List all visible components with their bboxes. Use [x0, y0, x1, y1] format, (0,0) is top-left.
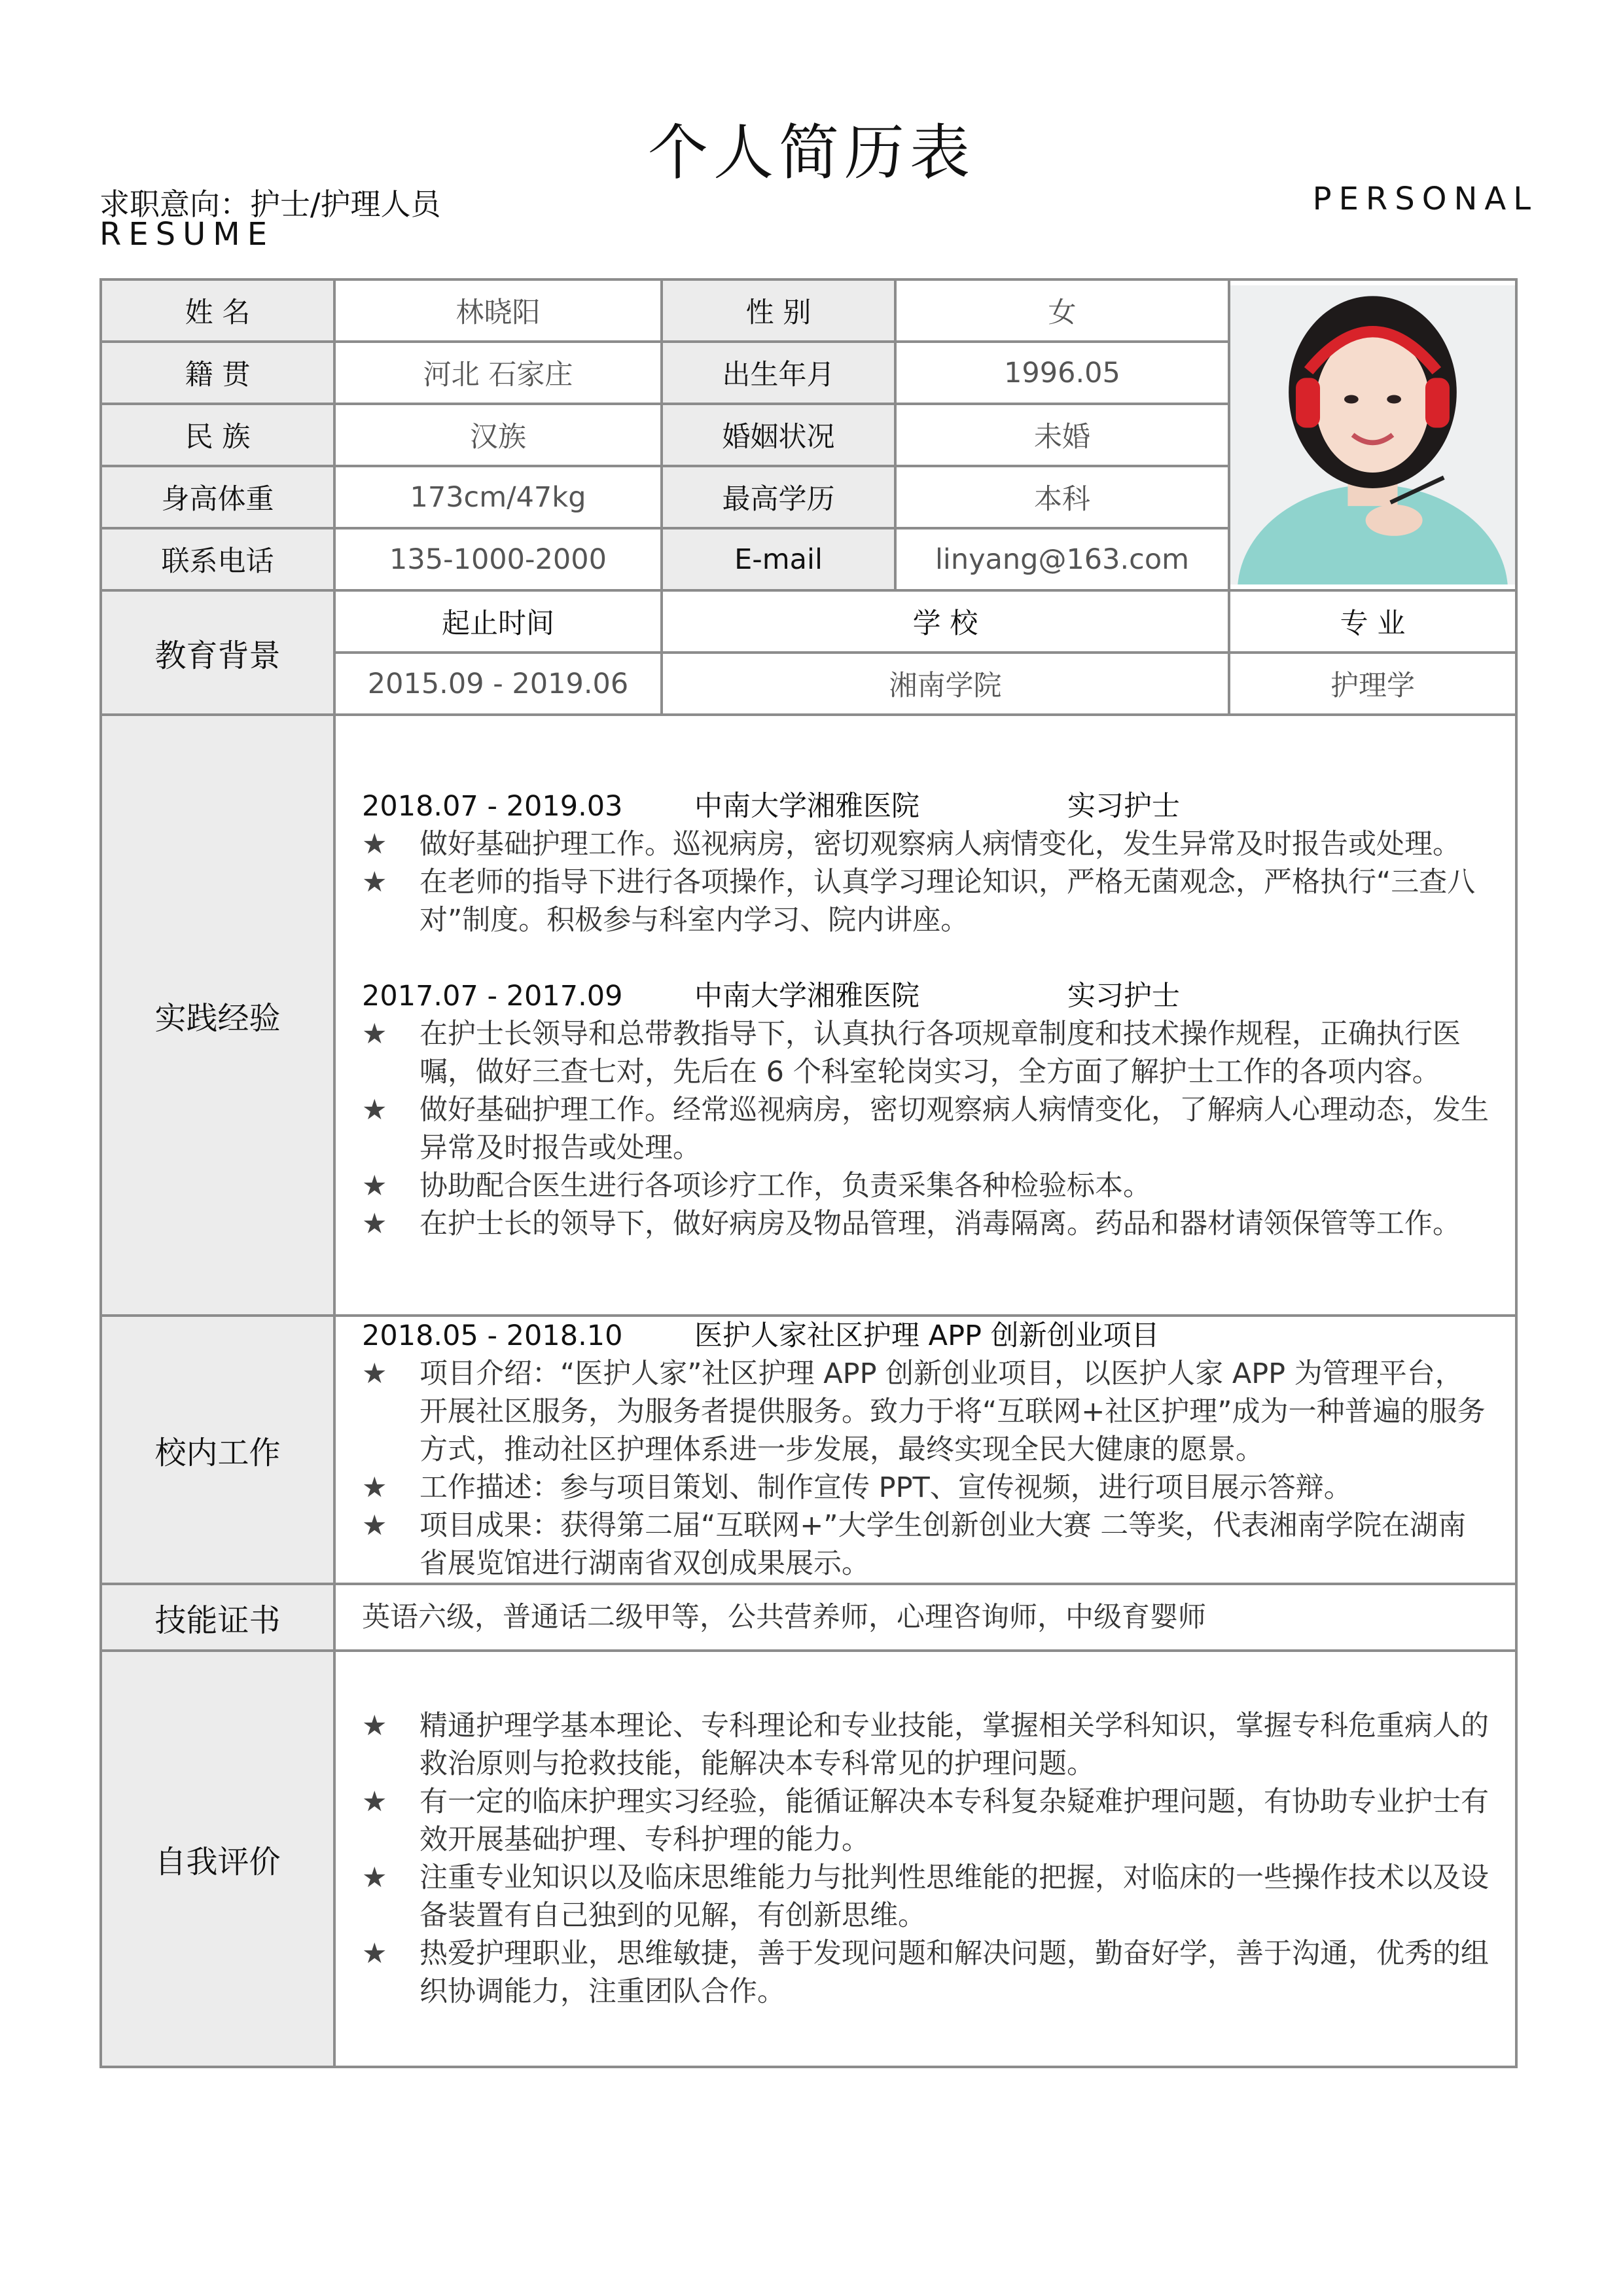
practice-label: 实践经验 [101, 715, 334, 1316]
phone-label: 联系电话 [101, 528, 334, 590]
self-eval-label: 自我评价 [101, 1651, 334, 2067]
campus-content [334, 1316, 1516, 1584]
entry-org: 中南大学湘雅医院 [694, 980, 919, 1013]
edu-time: 2015.09 - 2019.06 [334, 653, 662, 715]
edu-col-major: 专 业 [1229, 590, 1516, 653]
star-icon: ★ [362, 866, 387, 899]
star-icon: ★ [362, 1937, 387, 1970]
entry-project: 医护人家社区护理 APP 创新创业项目 [694, 1319, 1160, 1352]
list-item: ★ 注重专业知识以及临床思维能力与批判性思维能的把握，对临床的一些操作技术以及设备装置有自己独到的见解，有创新思维。 [362, 1859, 1489, 1935]
body-value: 173cm/47kg [334, 466, 662, 528]
list-item: ★ 项目成果：获得第二届“互联网+”大学生创新创业大赛 二等奖，代表湘南学院在湖南省展览馆进行湖南省双创成果展示。 [362, 1507, 1489, 1583]
name-value: 林晓阳 [334, 279, 662, 342]
skills-content [334, 1584, 1516, 1651]
star-icon: ★ [362, 1710, 387, 1742]
origin-value: 河北 石家庄 [334, 342, 662, 404]
degree-value: 本科 [895, 466, 1229, 528]
edu-col-time: 起止时间 [334, 590, 662, 653]
star-icon: ★ [362, 1357, 387, 1390]
phone-value: 135-1000-2000 [334, 528, 662, 590]
entry-org: 中南大学湘雅医院 [694, 790, 919, 823]
practice-entry-head [362, 787, 1489, 825]
marital-value: 未婚 [895, 404, 1229, 466]
list-item: ★ 热爱护理职业，思维敏捷，善于发现问题和解决问题，勤奋好学，善于沟通，优秀的组织协调能力，注重团队合作。 [362, 1935, 1489, 2011]
list-item: ★ 做好基础护理工作。巡视病房，密切观察病人病情变化，发生异常及时报告或处理。 [362, 825, 1489, 863]
edu-school: 湘南学院 [662, 653, 1229, 715]
personal-label: PERSONAL [1312, 181, 1538, 217]
self-eval-content [334, 1651, 1516, 2067]
entry-role: 实习护士 [1067, 790, 1180, 823]
campus-label: 校内工作 [101, 1316, 334, 1584]
entry-role: 实习护士 [1067, 980, 1180, 1013]
list-item: ★ 在老师的指导下进行各项操作，认真学习理论知识，严格无菌观念，严格执行“三查八对”制度。积极参与科室内学习、院内讲座。 [362, 863, 1489, 939]
birth-label: 出生年月 [662, 342, 895, 404]
job-intent: 求职意向：护士/护理人员 [99, 187, 441, 222]
list-item: ★ 项目介绍：“医护人家”社区护理 APP 创新创业项目，以医护人家 APP 为管理平台，开展社区服务，为服务者提供服务。致力于将“互联网+社区护理”成为一种普遍的服务方式，推动社区护理体系进一步发展，最终实现全民大健康的愿景。 [362, 1355, 1489, 1469]
star-icon: ★ [362, 1785, 387, 1818]
list-item: ★ 做好基础护理工作。经常巡视病房，密切观察病人病情变化，了解病人心理动态，发生异常及时报告或处理。 [362, 1091, 1489, 1167]
star-icon: ★ [362, 1094, 387, 1126]
profile-photo [1230, 285, 1515, 584]
practice-content [334, 715, 1516, 1316]
list-item: ★ 工作描述：参与项目策划、制作宣传 PPT、宣传视频，进行项目展示答辩。 [362, 1469, 1489, 1507]
skills-text: 英语六级，普通话二级甲等，公共营养师，心理咨询师，中级育婴师 [362, 1601, 1206, 1634]
edu-col-school: 学 校 [662, 590, 1229, 653]
degree-label: 最高学历 [662, 466, 895, 528]
email-value: linyang@163.com [895, 528, 1229, 590]
ethnicity-value: 汉族 [334, 404, 662, 466]
body-label: 身高体重 [101, 466, 334, 528]
resume-label: RESUME [99, 216, 275, 253]
star-icon: ★ [362, 1861, 387, 1894]
entry-period: 2018.07 - 2019.03 [362, 790, 623, 823]
star-icon: ★ [362, 1509, 387, 1542]
resume-table [99, 278, 1518, 2068]
practice-entry-head [362, 977, 1489, 1015]
origin-label: 籍 贯 [101, 342, 334, 404]
list-item: ★ 有一定的临床护理实习经验，能循证解决本专科复杂疑难护理问题，有协助专业护士有效开展基础护理、专科护理的能力。 [362, 1783, 1489, 1859]
page-title: 个人简历表 [647, 118, 975, 188]
list-item: ★ 精通护理学基本理论、专科理论和专业技能，掌握相关学科知识，掌握专科危重病人的救治原则与抢救技能，能解决本专科常见的护理问题。 [362, 1707, 1489, 1783]
star-icon: ★ [362, 1170, 387, 1202]
campus-entry-head [362, 1317, 1489, 1355]
gender-label: 性 别 [662, 279, 895, 342]
edu-major: 护理学 [1229, 653, 1516, 715]
marital-label: 婚姻状况 [662, 404, 895, 466]
education-label: 教育背景 [101, 590, 334, 715]
list-item: ★ 协助配合医生进行各项诊疗工作，负责采集各种检验标本。 [362, 1167, 1489, 1205]
email-label: E-mail [662, 528, 895, 590]
entry-period: 2018.05 - 2018.10 [362, 1319, 623, 1352]
star-icon: ★ [362, 1471, 387, 1504]
gender-value: 女 [895, 279, 1229, 342]
star-icon: ★ [362, 1208, 387, 1240]
list-item: ★ 在护士长的领导下，做好病房及物品管理，消毒隔离。药品和器材请领保管等工作。 [362, 1205, 1489, 1243]
star-icon: ★ [362, 828, 387, 861]
photo-cell [1229, 279, 1516, 590]
name-label: 姓 名 [101, 279, 334, 342]
list-item: ★ 在护士长领导和总带教指导下，认真执行各项规章制度和技术操作规程，正确执行医嘱，做好三查七对，先后在 6 个科室轮岗实习，全方面了解护士工作的各项内容。 [362, 1015, 1489, 1091]
star-icon: ★ [362, 1018, 387, 1050]
entry-period: 2017.07 - 2017.09 [362, 980, 623, 1013]
ethnicity-label: 民 族 [101, 404, 334, 466]
skills-label: 技能证书 [101, 1584, 334, 1651]
birth-value: 1996.05 [895, 342, 1229, 404]
